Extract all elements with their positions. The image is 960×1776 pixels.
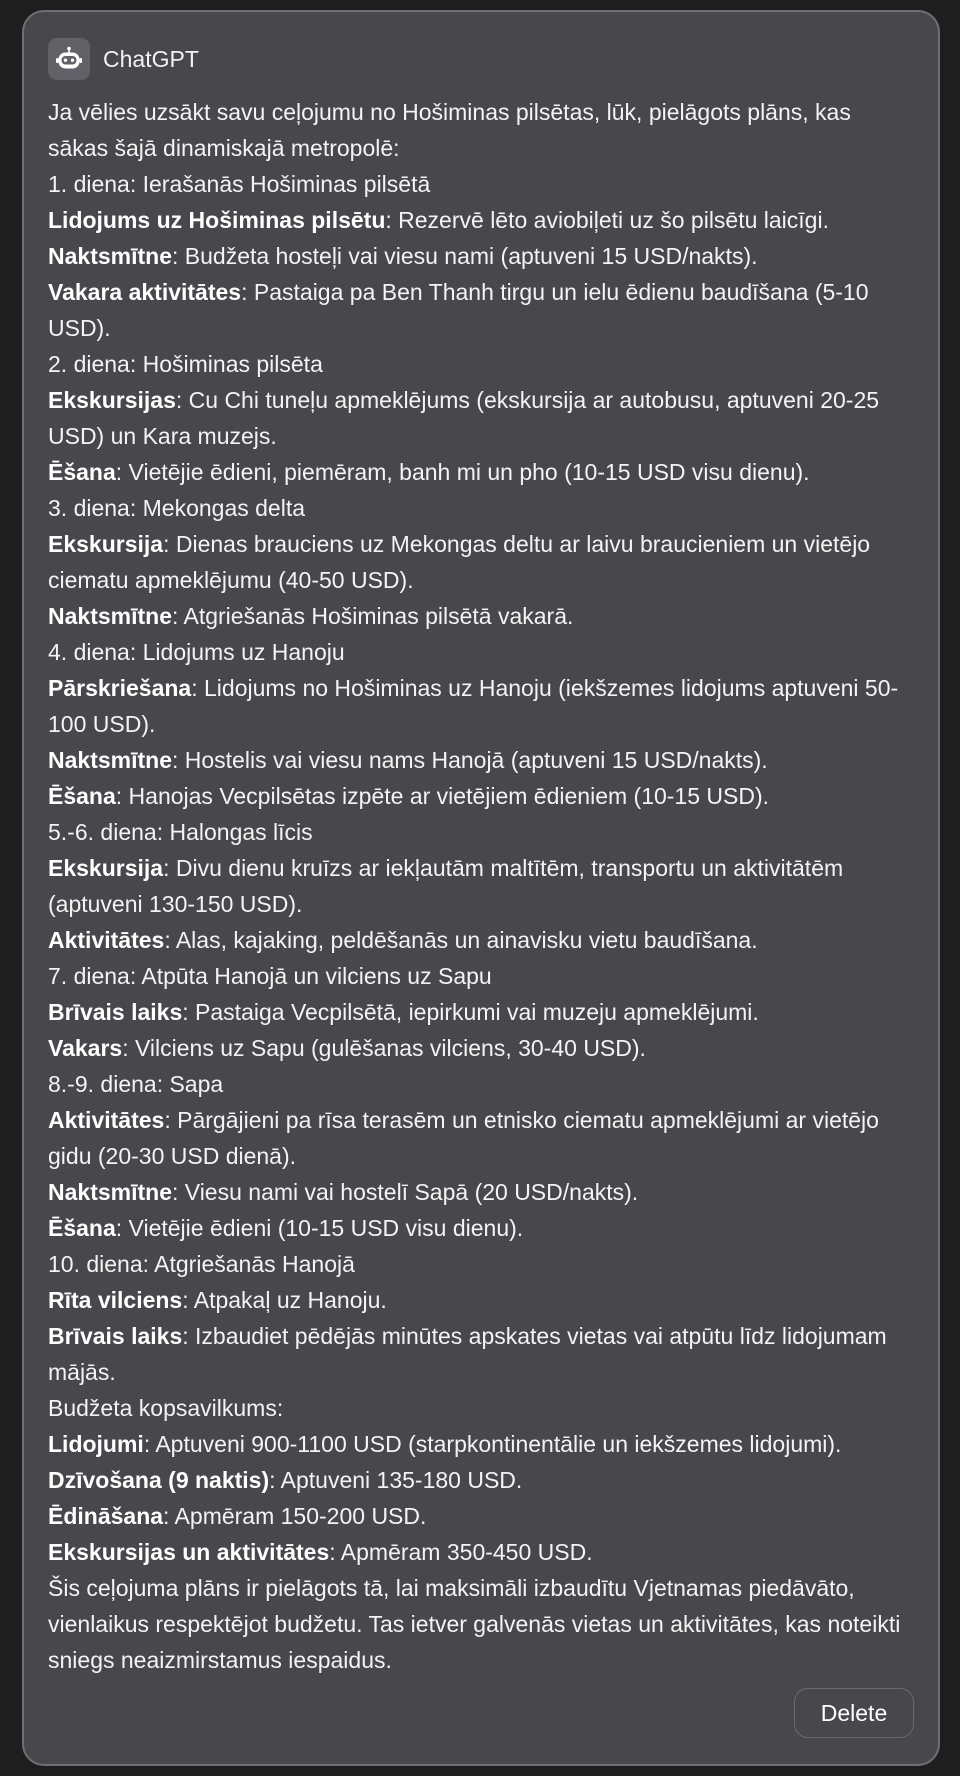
message-line xyxy=(48,778,908,814)
message-line-text: : Alas, kajaking, peldēšanās un ainavisku vietu baudīšana. xyxy=(164,927,758,953)
message-line xyxy=(48,1174,908,1210)
message-line-text: : Atgriešanās Hošiminas pilsētā vakarā. xyxy=(171,603,574,629)
message-line-label: Ekskursijas xyxy=(48,387,176,413)
message-line-text: 3. diena: Mekongas delta xyxy=(48,495,306,521)
message-line-text: : Atpakaļ uz Hanoju. xyxy=(182,1287,387,1313)
message-line-label: Ēšana xyxy=(48,459,116,485)
message-line xyxy=(48,1282,908,1318)
message-line-text: : Hostelis vai viesu nams Hanojā (aptuveni 15 USD/nakts). xyxy=(171,747,768,773)
message-line-label: Lidojums uz Hošiminas pilsētu xyxy=(48,207,386,233)
message-line-text: : Apmēram 350-450 USD. xyxy=(329,1539,593,1565)
message-line xyxy=(48,1210,908,1246)
message-line-text: : Viesu nami vai hostelī Sapā (20 USD/nakts). xyxy=(171,1179,639,1205)
assistant-name: ChatGPT xyxy=(103,45,199,72)
robot-icon xyxy=(48,38,90,80)
message-line xyxy=(48,598,908,634)
message-line-label: Aktivitātes xyxy=(48,1107,165,1133)
message-line-label: Brīvais laiks xyxy=(48,999,183,1025)
message-line xyxy=(48,1318,908,1390)
message-line-text: 2. diena: Hošiminas pilsēta xyxy=(48,351,323,377)
message-line xyxy=(48,742,908,778)
message-line-text: : Budžeta hosteļi vai viesu nami (aptuveni 15 USD/nakts). xyxy=(171,243,758,269)
message-line xyxy=(48,814,908,850)
message-line xyxy=(48,922,908,958)
message-line xyxy=(48,994,908,1030)
message-line-label: Dzīvošana (9 naktis) xyxy=(48,1467,270,1493)
message-line xyxy=(48,1102,908,1174)
message-line-text: 10. diena: Atgriešanās Hanojā xyxy=(48,1251,355,1277)
message-line xyxy=(48,94,908,166)
message-line xyxy=(48,382,908,454)
message-line-text: : Lidojums no Hošiminas uz Hanoju (iekšzemes lidojums aptuveni 50-100 USD). xyxy=(48,675,899,737)
message-line-label: Lidojumi xyxy=(48,1431,144,1457)
message-line xyxy=(48,1426,908,1462)
message-line-text: : Rezervē lēto aviobiļeti uz šo pilsētu laicīgi. xyxy=(385,207,829,233)
message-line-label: Naktsmītne xyxy=(48,1179,172,1205)
message-line-label: Ekskursija xyxy=(48,855,164,881)
delete-button[interactable]: Delete xyxy=(794,1688,914,1738)
message-line-text: 4. diena: Lidojums uz Hanoju xyxy=(48,639,345,665)
message-line xyxy=(48,850,908,922)
message-line-text: 8.-9. diena: Sapa xyxy=(48,1071,224,1097)
message-line-label: Ēšana xyxy=(48,783,116,809)
message-body xyxy=(48,94,908,1678)
message-line-text: 1. diena: Ierašanās Hošiminas pilsētā xyxy=(48,171,431,197)
message-line xyxy=(48,238,908,274)
message-line xyxy=(48,274,908,346)
message-line-label: Naktsmītne xyxy=(48,603,172,629)
message-line-label: Brīvais laiks xyxy=(48,1323,183,1349)
message-line-text: : Hanojas Vecpilsētas izpēte ar vietējiem ēdieniem (10-15 USD). xyxy=(115,783,770,809)
message-line xyxy=(48,634,908,670)
message-line xyxy=(48,490,908,526)
message-line xyxy=(48,670,908,742)
message-line xyxy=(48,1066,908,1102)
message-line-text: : Aptuveni 900-1100 USD (starpkontinentālie un iekšzemes lidojumi). xyxy=(143,1431,842,1457)
chat-message-card xyxy=(22,10,940,1766)
message-line xyxy=(48,454,908,490)
message-line xyxy=(48,1534,908,1570)
message-line-label: Pārskriešana xyxy=(48,675,192,701)
message-line-label: Ekskursija xyxy=(48,531,164,557)
message-line-label: Ēdināšana xyxy=(48,1503,164,1529)
message-line-text: : Pārgājieni pa rīsa terasēm un etnisko ciematu apmeklējumi ar vietējo gidu (20-30 USD dienā). xyxy=(48,1107,879,1169)
message-line-label: Ekskursijas un aktivitātes xyxy=(48,1539,330,1565)
message-line-label: Ēšana xyxy=(48,1215,116,1241)
message-line xyxy=(48,1246,908,1282)
message-line-label: Vakara aktivitātes xyxy=(48,279,242,305)
message-line xyxy=(48,958,908,994)
message-line-text: : Pastaiga Vecpilsētā, iepirkumi vai muzeju apmeklējumi. xyxy=(182,999,759,1025)
message-line xyxy=(48,1570,908,1678)
message-line xyxy=(48,202,908,238)
message-line-text: 5.-6. diena: Halongas līcis xyxy=(48,819,313,845)
message-line-text: : Dienas brauciens uz Mekongas deltu ar laivu braucieniem un vietējo ciematu apmeklējumu (40-50 USD). xyxy=(48,531,871,593)
message-line xyxy=(48,1498,908,1534)
message-line xyxy=(48,1462,908,1498)
message-line-text: : Aptuveni 135-180 USD. xyxy=(269,1467,523,1493)
message-line-text: : Pastaiga pa Ben Thanh tirgu un ielu ēdienu baudīšana (5-10 USD). xyxy=(48,279,869,341)
message-line-label: Vakars xyxy=(48,1035,123,1061)
message-line-text: Budžeta kopsavilkums: xyxy=(48,1395,284,1421)
message-line-text: : Vietējie ēdieni (10-15 USD visu dienu). xyxy=(115,1215,524,1241)
message-line xyxy=(48,1030,908,1066)
message-line-text: 7. diena: Atpūta Hanojā un vilciens uz Sapu xyxy=(48,963,492,989)
message-line xyxy=(48,166,908,202)
message-line xyxy=(48,1390,908,1426)
message-line-text: : Divu dienu kruīzs ar iekļautām maltītēm, transportu un aktivitātēm (aptuveni 130-150 USD). xyxy=(48,855,844,917)
message-line-text: Ja vēlies uzsākt savu ceļojumu no Hošiminas pilsētas, lūk, pielāgots plāns, kas sākas šajā dinamiskajā metropolē: xyxy=(48,99,851,161)
message-line-text: : Apmēram 150-200 USD. xyxy=(163,1503,427,1529)
message-line-text: : Vietējie ēdieni, piemēram, banh mi un pho (10-15 USD visu dienu). xyxy=(115,459,810,485)
message-line-label: Naktsmītne xyxy=(48,243,172,269)
message-line xyxy=(48,346,908,382)
message-line-label: Aktivitātes xyxy=(48,927,165,953)
message-line-text: : Cu Chi tuneļu apmeklējums (ekskursija ar autobusu, aptuveni 20-25 USD) un Kara muzejs. xyxy=(48,387,880,449)
message-line-text: Šis ceļojuma plāns ir pielāgots tā, lai maksimāli izbaudītu Vjetnamas piedāvāto, vienlaikus respektējot budžetu. Tas ietver galvenās vietas un aktivitātes, kas noteikti sniegs neaizmirstamus iespaidus. xyxy=(48,1575,901,1673)
message-line-label: Rīta vilciens xyxy=(48,1287,183,1313)
message-header xyxy=(48,38,199,80)
message-line-label: Naktsmītne xyxy=(48,747,172,773)
message-line-text: : Izbaudiet pēdējās minūtes apskates vietas vai atpūtu līdz lidojumam mājās. xyxy=(48,1323,887,1385)
message-line xyxy=(48,526,908,598)
message-line-text: : Vilciens uz Sapu (gulēšanas vilciens, 30-40 USD). xyxy=(122,1035,646,1061)
